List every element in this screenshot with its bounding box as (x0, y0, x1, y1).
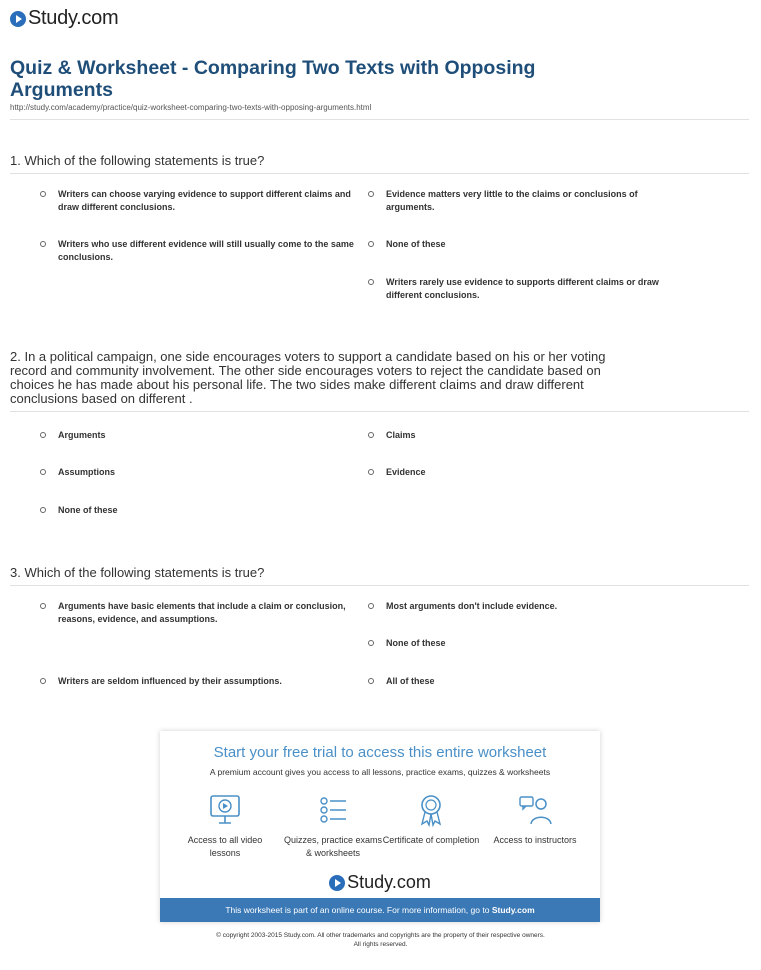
copyright-line: © copyright 2003-2015 Study.com. All other trademarks and copyrights are the property of their respective owners. (216, 932, 545, 939)
radio-icon[interactable] (368, 279, 374, 285)
answer-option[interactable]: Evidence matters very little to the claims or conclusions of arguments. (368, 188, 686, 214)
answer-option[interactable]: Evidence (368, 466, 686, 479)
feature-quizzes (278, 793, 388, 860)
promo-logo[interactable] (160, 872, 600, 893)
divider (10, 585, 749, 586)
certificate-icon (414, 793, 448, 827)
answer-option[interactable]: None of these (40, 504, 358, 517)
radio-icon[interactable] (40, 432, 46, 438)
radio-icon[interactable] (40, 191, 46, 197)
radio-icon[interactable] (368, 640, 374, 646)
radio-icon[interactable] (40, 507, 46, 513)
radio-icon[interactable] (40, 241, 46, 247)
premium-promo-box[interactable] (160, 731, 600, 922)
feature-label: Certificate of completion (382, 835, 480, 845)
instructor-icon (518, 793, 552, 827)
copyright-footer (0, 931, 761, 949)
answer-option[interactable]: Most arguments don't include evidence. (368, 600, 686, 613)
logo-text: Study.com (28, 7, 119, 29)
feature-label: Access to all video lessons (187, 835, 263, 858)
video-lesson-icon (208, 793, 242, 827)
promo-bar-text: This worksheet is part of an online course. For more information, go to (225, 905, 492, 915)
question-1-text: 1. Which of the following statements is true? (10, 153, 265, 168)
radio-icon[interactable] (40, 469, 46, 475)
feature-label: Quizzes, practice exams & worksheets (283, 835, 383, 858)
feature-video-lessons (170, 793, 280, 860)
promo-bar-link[interactable]: Study.com (491, 905, 535, 915)
promo-heading[interactable]: Start your free trial to access this entire worksheet (213, 744, 547, 761)
promo-info-bar (160, 898, 600, 922)
feature-label: Access to instructors (493, 835, 577, 845)
radio-icon[interactable] (40, 603, 46, 609)
answer-option[interactable]: Writers can choose varying evidence to support different claims and draw different conclusions. (40, 188, 358, 214)
rights-line: All rights reserved. (353, 941, 408, 948)
answer-option[interactable]: All of these (368, 675, 686, 688)
answer-option[interactable]: Writers who use different evidence will still usually come to the same conclusions. (40, 238, 358, 264)
radio-icon[interactable] (368, 603, 374, 609)
question-2-text: 2. In a political campaign, one side encourages voters to support a candidate based on his or her voting record and community involvement. The other side encourages voters to reject the candidate based on choices he has made about his personal life. The two sides make different claims and draw different conclusions based on different . (10, 349, 606, 406)
divider (10, 173, 749, 174)
play-logo-icon (329, 875, 345, 891)
answer-option[interactable]: Arguments have basic elements that include a claim or conclusion, reasons, evidence, and assumptions. (40, 600, 358, 626)
answer-option[interactable]: None of these (368, 238, 686, 251)
answer-option[interactable]: Arguments (40, 429, 358, 442)
divider (10, 119, 749, 120)
radio-icon[interactable] (368, 469, 374, 475)
feature-instructors (480, 793, 590, 847)
radio-icon[interactable] (368, 678, 374, 684)
page-url[interactable]: http://study.com/academy/practice/quiz-worksheet-comparing-two-texts-with-opposing-arguments.html (10, 103, 372, 112)
answer-option[interactable]: Assumptions (40, 466, 358, 479)
radio-icon[interactable] (368, 241, 374, 247)
page-title: Quiz & Worksheet - Comparing Two Texts with Opposing Arguments (10, 57, 536, 101)
promo-subheading: A premium account gives you access to all lessons, practice exams, quizzes & worksheets (209, 767, 551, 777)
answer-option[interactable]: Writers rarely use evidence to supports different claims or draw different conclusions. (368, 276, 686, 302)
answer-option[interactable]: None of these (368, 637, 686, 650)
question-3-text: 3. Which of the following statements is true? (10, 565, 265, 580)
study-logo[interactable] (10, 7, 118, 30)
radio-icon[interactable] (368, 432, 374, 438)
answer-option[interactable]: Claims (368, 429, 686, 442)
play-logo-icon (10, 11, 26, 27)
quiz-list-icon (316, 793, 350, 827)
answer-option[interactable]: Writers are seldom influenced by their assumptions. (40, 675, 358, 688)
divider (10, 411, 749, 412)
promo-logo-text: Study.com (347, 872, 431, 892)
radio-icon[interactable] (368, 191, 374, 197)
radio-icon[interactable] (40, 678, 46, 684)
feature-certificate (376, 793, 486, 847)
